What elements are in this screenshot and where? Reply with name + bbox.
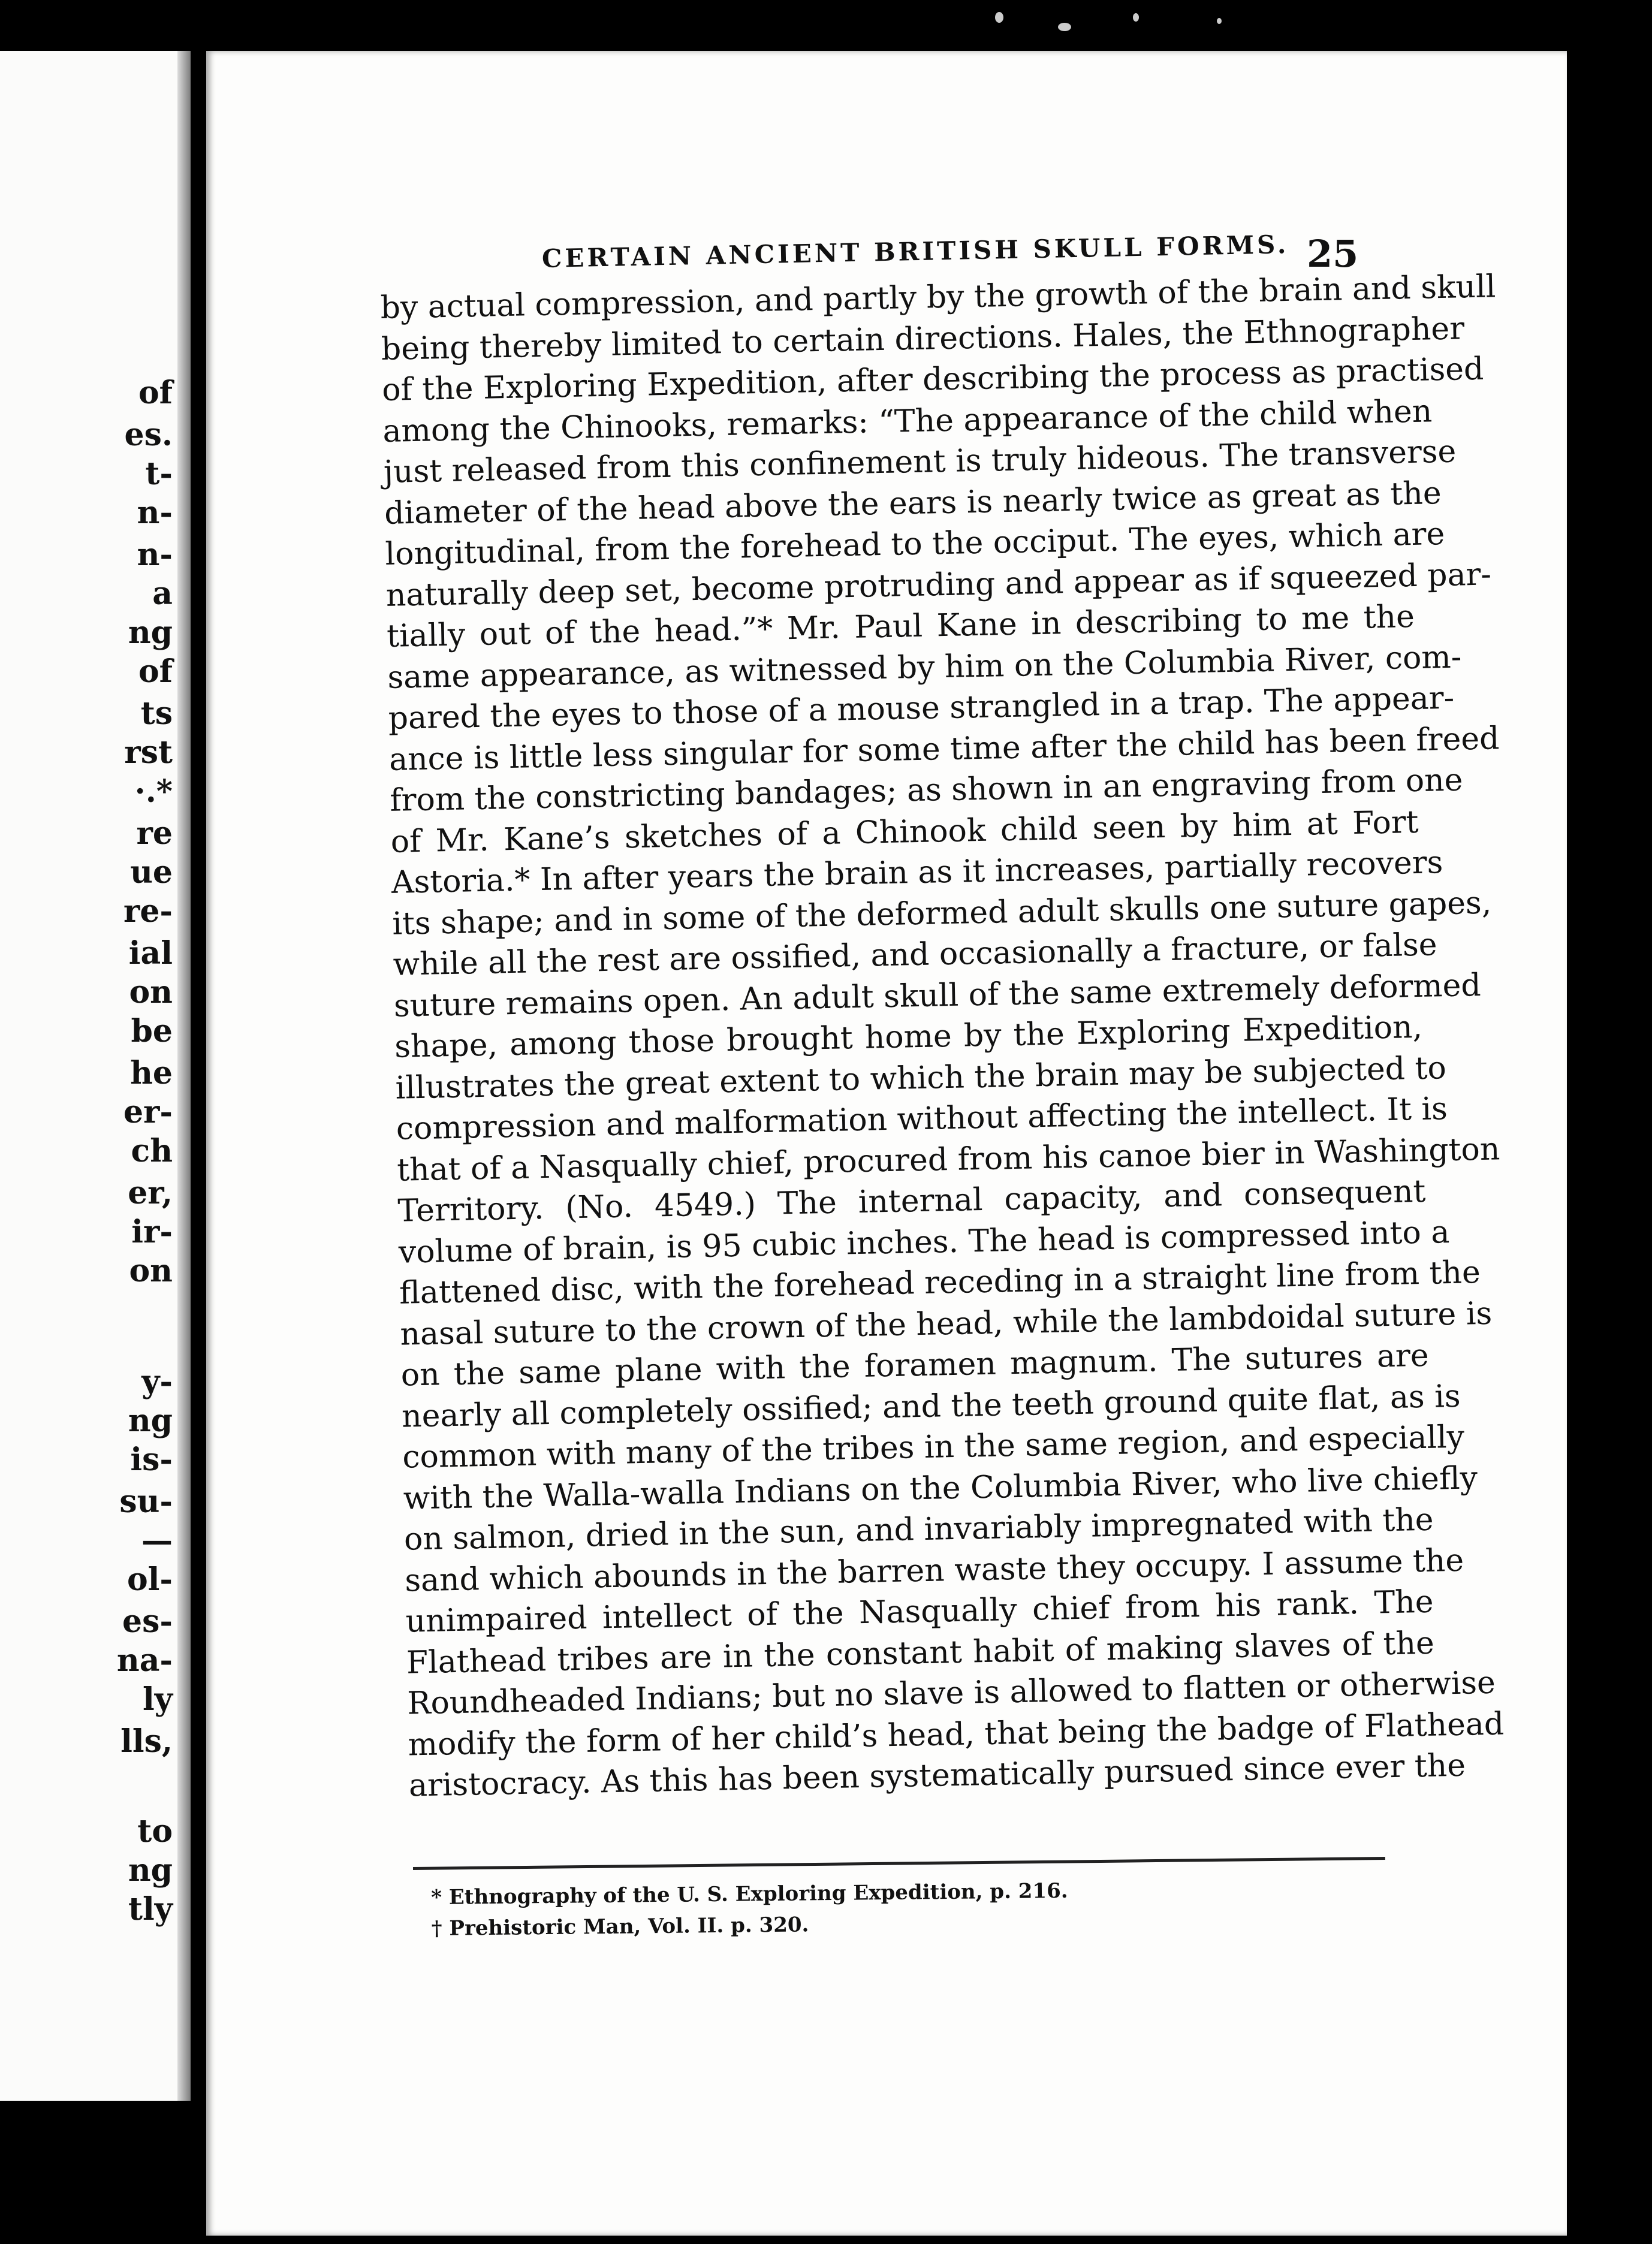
facing-line-fragment: ng: [128, 614, 173, 651]
facing-line-fragment: ·.*: [134, 773, 173, 810]
text-line: longitudinal, from the forehead to the occiput. The eyes, which are: [384, 515, 1445, 572]
facing-line-fragment: n-: [137, 494, 173, 531]
text-line: illustrates the great extent to which the brain may be subjected to: [395, 1049, 1447, 1106]
text-line: nasal suture to the crown of the head, while the lambdoidal suture is: [399, 1295, 1493, 1353]
facing-line-fragment: es.: [124, 417, 173, 453]
text-line: tially out of the head.”* Mr. Paul Kane in describing to me the: [386, 598, 1415, 654]
text-line: volume of brain, is 95 cubic inches. The head is compressed into a: [398, 1214, 1450, 1271]
facing-line-fragment: n-: [137, 536, 173, 573]
text-line: naturally deep set, become protruding and appear as if squeezed par-: [385, 556, 1492, 614]
text-line: while all the rest are ossified, and occasionally a fracture, or false: [393, 927, 1438, 983]
facing-line-fragment: ial: [128, 935, 173, 972]
text-line: common with many of the tribes in the same region, and especially: [402, 1419, 1465, 1476]
page-gutter-edge: [177, 51, 191, 2101]
footnote-rule: [413, 1857, 1385, 1870]
facing-line-fragment: t-: [145, 456, 173, 492]
text-line: Astoria.* In after years the brain as it increases, partially recovers: [391, 844, 1443, 901]
background-speck: [995, 12, 1003, 23]
text-line: Roundheaded Indians; but no slave is allowed to flatten or otherwise: [406, 1664, 1496, 1722]
running-head: CERTAIN ANCIENT BRITISH SKULL FORMS.: [541, 230, 1289, 273]
text-line: ance is little less singular for some time after the child has been freed: [388, 720, 1500, 778]
background-speck: [1217, 18, 1222, 24]
text-line: same appearance, as witnessed by him on the Columbia River, com-: [387, 638, 1462, 696]
facing-line-fragment: er-: [123, 1094, 173, 1130]
text-line: on the same plane with the foramen magnum. The sutures are: [400, 1337, 1430, 1394]
facing-line-fragment: re: [136, 815, 173, 852]
facing-line-fragment: ly: [143, 1681, 173, 1718]
text-line: aristocracy. As this has been systematically pursued since ever the: [408, 1747, 1466, 1804]
facing-line-fragment: ir-: [131, 1214, 173, 1250]
footnotes: [431, 1873, 1271, 1944]
text-line: on salmon, dried in the sun, and invariably impregnated with the: [403, 1501, 1434, 1558]
text-line: nearly all completely ossified; and the teeth ground quite flat, as is: [401, 1378, 1461, 1435]
facing-line-fragment: ue: [130, 854, 173, 891]
facing-line-fragment: on: [129, 1253, 173, 1289]
text-line: of the Exploring Expedition, after describing the process as practised: [381, 351, 1484, 408]
facing-line-fragment: ts: [140, 695, 173, 732]
facing-line-fragment: —: [141, 1522, 173, 1559]
facing-page: [0, 51, 191, 2101]
facing-line-fragment: ng: [128, 1402, 173, 1439]
background-speck: [1058, 23, 1071, 31]
facing-line-fragment: ng: [128, 1852, 173, 1889]
facing-line-fragment: er,: [128, 1175, 173, 1211]
text-line: from the constricting bandages; as shown in an engraving from one: [389, 762, 1463, 819]
text-line: among the Chinooks, remarks: “The appearance of the child when: [382, 393, 1433, 450]
facing-line-fragment: to: [137, 1813, 173, 1850]
text-line: sand which abounds in the barren waste they occupy. I assume the: [404, 1542, 1464, 1599]
facing-line-fragment: he: [130, 1055, 173, 1091]
text-line: just released from this confinement is truly hideous. The transverse: [383, 433, 1457, 490]
text-line: flattened disc, with the forehead receding in a straight line from the: [399, 1254, 1481, 1311]
facing-line-fragment: is-: [130, 1441, 173, 1478]
text-line: unimpaired intellect of the Nasqually chief from his rank. The: [405, 1584, 1434, 1640]
facing-line-fragment: re-: [123, 893, 173, 930]
text-line: modify the form of her child’s head, that being the badge of Flathead: [408, 1705, 1505, 1763]
text-line: compression and malformation without affecting the intellect. It is: [396, 1091, 1448, 1147]
text-line: suture remains open. An adult skull of the same extremely deformed: [393, 967, 1482, 1024]
facing-line-fragment: a: [152, 575, 173, 612]
footnote: * Ethnography of the U. S. Exploring Expedition, p. 216.: [431, 1878, 1068, 1910]
text-line: diameter of the head above the ears is nearly twice as great as the: [384, 475, 1442, 532]
text-line: Territory. (No. 4549.) The internal capacity, and consequent: [397, 1173, 1426, 1229]
text-line: with the Walla-walla Indians on the Columbia River, who live chiefly: [403, 1459, 1478, 1517]
facing-line-fragment: of: [138, 653, 173, 690]
facing-line-fragment: es-: [122, 1603, 173, 1640]
facing-line-fragment: na-: [116, 1642, 173, 1679]
facing-line-fragment: on: [129, 974, 173, 1011]
text-line: that of a Nasqually chief, procured from his canoe bier in Washington: [396, 1130, 1500, 1189]
text-line: of Mr. Kane’s sketches of a Chinook child seen by him at Fort: [390, 804, 1419, 860]
page-number: 25: [1307, 232, 1359, 276]
facing-line-fragment: of: [138, 375, 173, 411]
text-line: shape, among those brought home by the Exploring Expedition,: [394, 1009, 1423, 1065]
facing-line-fragment: y-: [141, 1364, 173, 1400]
facing-line-fragment: ol-: [126, 1561, 173, 1598]
text-line: its shape; and in some of the deformed adult skulls one suture gapes,: [391, 885, 1492, 942]
background-speck: [1133, 13, 1139, 22]
text-line: being thereby limited to certain directions. Hales, the Ethnographer: [381, 310, 1465, 367]
facing-line-fragment: tly: [128, 1891, 173, 1928]
facing-line-fragment: be: [131, 1013, 173, 1049]
facing-line-fragment: ch: [131, 1133, 173, 1169]
text-line: by actual compression, and partly by the growth of the brain and skull: [380, 269, 1496, 326]
facing-line-fragment: rst: [124, 734, 173, 771]
facing-line-fragment: su-: [119, 1483, 173, 1520]
footnote: † Prehistoric Man, Vol. II. p. 320.: [431, 1913, 809, 1941]
facing-page-fragments: [17, 51, 173, 2101]
facing-line-fragment: lls,: [120, 1723, 173, 1760]
text-line: pared the eyes to those of a mouse strangled in a trap. The appear-: [388, 680, 1455, 737]
body-text: [380, 268, 1505, 1806]
book-page: [206, 51, 1567, 2236]
text-line: Flathead tribes are in the constant habit of making slaves of the: [406, 1625, 1435, 1681]
